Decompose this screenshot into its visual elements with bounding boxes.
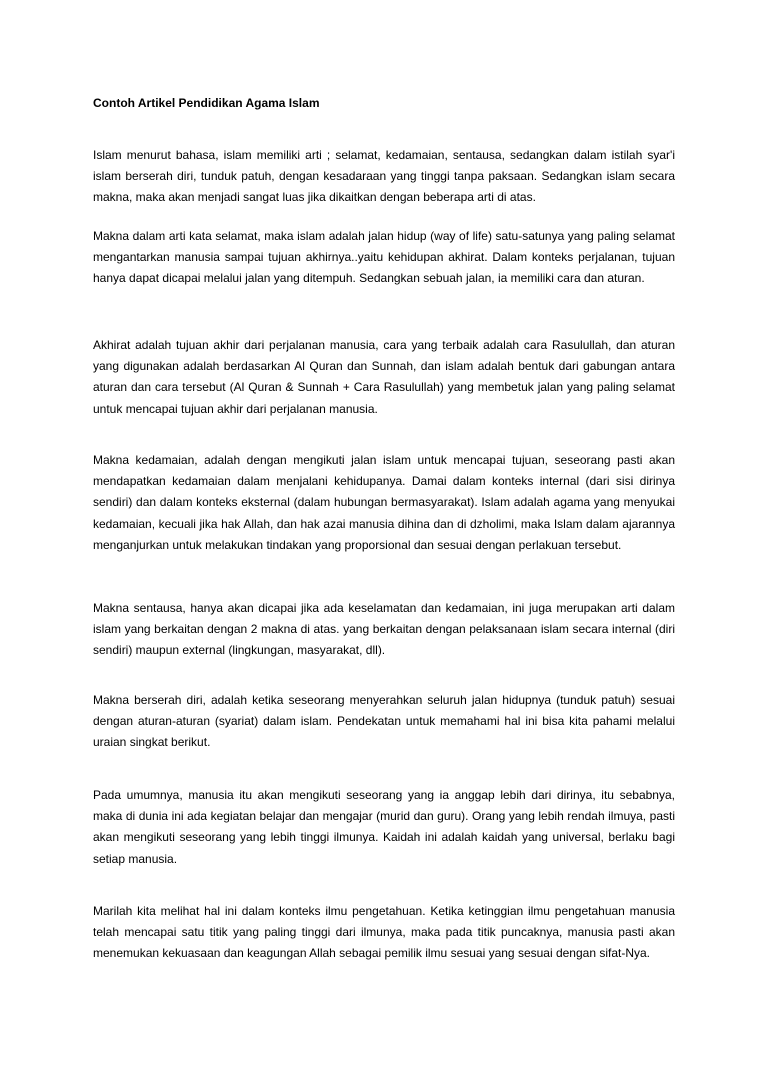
paragraph-4: Makna kedamaian, adalah dengan mengikuti jalan islam untuk mencapai tujuan, seseorang pasti akan mendapatkan kedamaian dalam menjalani kehidupanya. Damai dalam konteks internal (dari sisi dirinya sendiri) dan dalam konteks eksternal (dalam hubungan bermasyarakat). Islam adalah agama yang menyukai kedamaian, kecuali jika hak Allah, dan hak azai manusia dihina dan di dzholimi, maka Islam dalam ajarannya menganjurkan untuk melakukan tindakan yang proporsional dan sesuai dengan perlakuan tersebut.: [93, 453, 675, 552]
paragraph-6: Makna berserah diri, adalah ketika seseorang menyerahkan seluruh jalan hidupnya (tunduk patuh) sesuai dengan aturan-aturan (syariat) dalam islam. Pendekatan untuk memahami hal ini bisa kita pahami melalui uraian singkat berikut.: [93, 693, 675, 750]
paragraph-3: Akhirat adalah tujuan akhir dari perjalanan manusia, cara yang terbaik adalah cara Rasulullah, dan aturan yang digunakan adalah berdasarkan Al Quran dan Sunnah, dan islam adalah bentuk dari gabungan antara aturan dan cara tersebut (Al Quran & Sunnah + Cara Rasulullah) yang membetuk jalan yang paling selamat untuk mencapai tujuan akhir dari perjalanan manusia.: [93, 338, 675, 416]
paragraph-7: Pada umumnya, manusia itu akan mengikuti seseorang yang ia anggap lebih dari dirinya, itu sebabnya, maka di dunia ini ada kegiatan belajar dan mengajar (murid dan guru). Orang yang lebih rendah ilmuya, pasti akan mengikuti seseorang yang lebih tinggi ilmunya. Kaidah ini adalah kaidah yang universal, berlaku bagi setiap manusia.: [93, 788, 675, 866]
paragraph-8: Marilah kita melihat hal ini dalam konteks ilmu pengetahuan. Ketika ketinggian ilmu pengetahuan manusia telah mencapai satu titik yang paling tinggi dari ilmunya, maka pada titik puncaknya, manusia pasti akan menemukan kekuasaan dan keagungan Allah sebagai pemilik ilmu sesuai yang sesuai dengan sifat-Nya.: [93, 904, 675, 961]
paragraph-5: Makna sentausa, hanya akan dicapai jika ada keselamatan dan kedamaian, ini juga merupakan arti dalam islam yang berkaitan dengan 2 makna di atas. yang berkaitan dengan pelaksanaan islam secara internal (diri sendiri) maupun external (lingkungan, masyarakat, dll).: [93, 601, 675, 658]
paragraph-1: Islam menurut bahasa, islam memiliki arti ; selamat, kedamaian, sentausa, sedangkan dalam istilah syar'i islam berserah diri, tunduk patuh, dengan kesadaraan yang tinggi tanpa paksaan. Sedangkan islam secara makna, maka akan menjadi sangat luas jika dikaitkan dengan beberapa arti di atas.: [93, 148, 675, 205]
document-title: Contoh Artikel Pendidikan Agama Islam: [93, 96, 320, 110]
paragraph-2: Makna dalam arti kata selamat, maka islam adalah jalan hidup (way of life) satu-satunya yang paling selamat mengantarkan manusia sampai tujuan akhirnya..yaitu kehidupan akhirat. Dalam konteks perjalanan, tujuan hanya dapat dicapai melalui jalan yang ditempuh. Sedangkan sebuah jalan, ia memiliki cara dan aturan.: [93, 229, 675, 286]
